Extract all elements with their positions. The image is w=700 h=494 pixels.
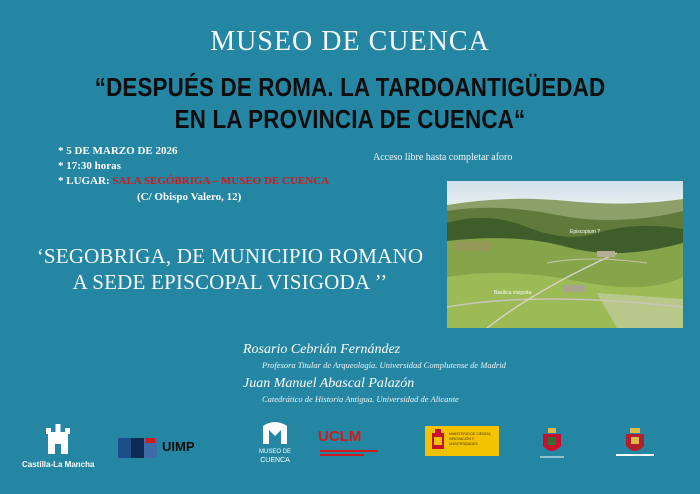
museo-cuenca-logo [250, 420, 300, 480]
uclm-underline-2 [320, 454, 364, 456]
label-basilica: Basílica visigoda [494, 290, 532, 296]
uimp-text: UIMP [162, 439, 195, 454]
museo-m-icon [260, 420, 290, 446]
uclm-text: UCLM [318, 428, 362, 445]
crest-icon [540, 428, 564, 458]
landscape-image [447, 181, 683, 328]
diputacion-crest-logo [612, 428, 658, 460]
speaker-1-role: Profesora Titular de Arqueología. Universidad Complutense de Madrid [262, 360, 506, 370]
castle-icon [20, 422, 96, 458]
uclm-logo [318, 426, 404, 462]
museo-line-2: CUENCA [260, 457, 290, 464]
event-place-prefix: * LUGAR: [58, 175, 113, 187]
event-time: * 17:30 horas [58, 160, 121, 172]
castilla-la-mancha-text: Castilla-La Mancha [22, 460, 95, 469]
event-date: * 5 DE MARZO DE 2026 [58, 145, 178, 157]
segobriga-aerial-photo [447, 181, 683, 328]
uimp-logo [118, 434, 228, 462]
ministerio-logo [425, 426, 499, 456]
speaker-1-name: Rosario Cebrián Fernández [243, 342, 401, 357]
museo-line-1: MUSEO DE [258, 449, 291, 455]
headline-line-1: “DESPUÉS DE ROMA. LA TARDOANTIGÜEDAD [94, 72, 606, 102]
uclm-underline [320, 450, 378, 452]
ministerio-text: MINISTERIO DE CIENCIA, INNOVACIÓN Y UNIVERSIDADES [449, 432, 492, 446]
diputacion-crest-icon [612, 428, 658, 460]
museum-title: MUSEO DE CUENCA [210, 26, 490, 57]
event-place-value: SALA SEGÓBRIGA – MUSEO DE CUENCA [112, 175, 330, 187]
uimp-mark-icon [118, 438, 158, 458]
event-place [58, 175, 329, 187]
label-episcopium: Episcopium ? [570, 229, 601, 235]
speaker-2-role: Catedrático de Historia Antigua. Universidad de Alicante [262, 394, 459, 404]
castilla-la-mancha-logo [20, 422, 96, 476]
headline-line-2: EN LA PROVINCIA DE CUENCA“ [174, 104, 526, 134]
speaker-2-name: Juan Manuel Abascal Palazón [243, 376, 415, 391]
municipal-crest-logo [540, 428, 570, 458]
event-address: (C/ Obispo Valero, 12) [137, 191, 242, 203]
talk-title-line-2: A SEDE EPISCOPAL VISIGODA ’’ [72, 270, 388, 294]
access-note: Acceso libre hasta completar aforo [373, 152, 513, 163]
coat-of-arms-icon [429, 429, 447, 453]
talk-title-line-1: ‘SEGOBRIGA, DE MUNICIPIO ROMANO [36, 244, 424, 268]
sponsor-logos [0, 412, 700, 494]
